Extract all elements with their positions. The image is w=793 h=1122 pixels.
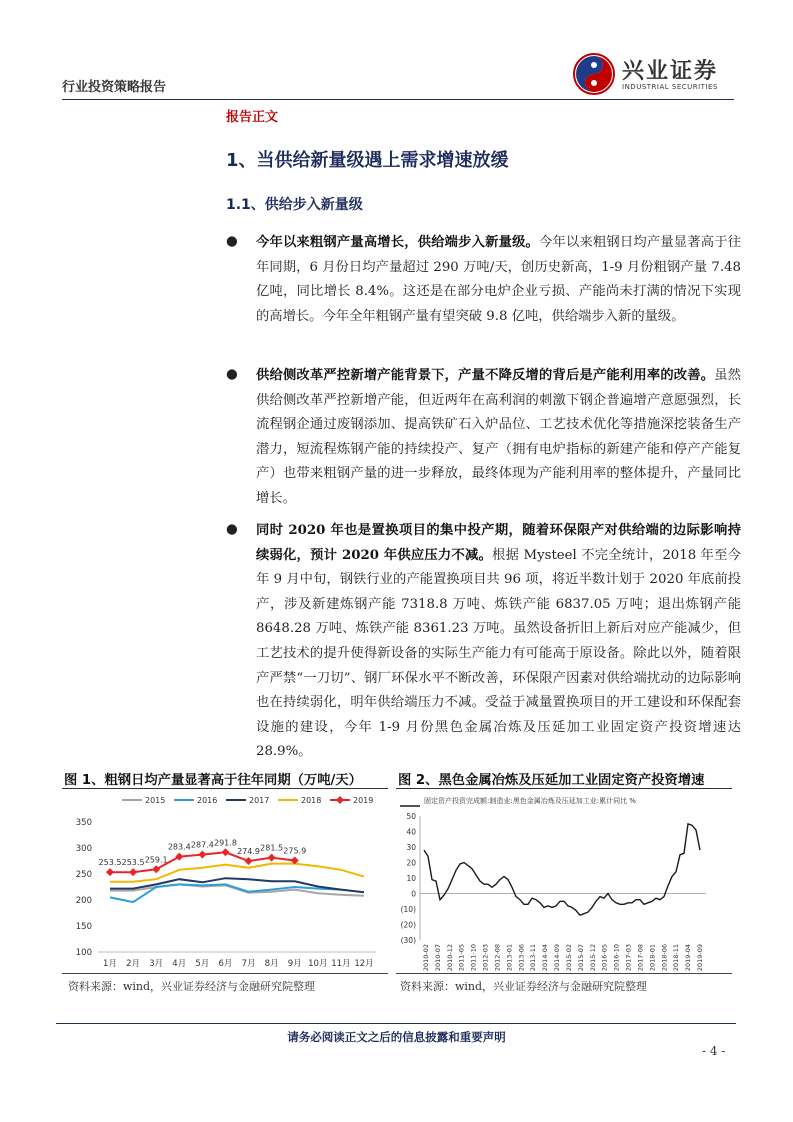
- data-point-2019: [175, 853, 183, 861]
- x-tick-label: 2017-08: [636, 944, 645, 972]
- data-label-2019: 287.4: [190, 840, 214, 850]
- data-point-2019: [221, 848, 229, 856]
- figure-1-bottom-rule: [62, 973, 388, 974]
- y-tick-label: 200: [75, 896, 92, 906]
- legend-label-2015: 2015: [145, 796, 166, 805]
- heading-level-1: 1、当供给新量级遇上需求增速放缓: [226, 150, 509, 171]
- x-tick-label: 2011-10: [469, 944, 478, 972]
- figure-1-source: 资料来源：wind，兴业证券经济与金融研究院整理: [68, 980, 316, 993]
- data-label-2019: 274.9: [237, 847, 260, 857]
- x-tick-label: 9月: [287, 959, 302, 969]
- paragraph-2-lead: 供给侧改革严控新增产能背景下，产量不降反增的背后是产能利用率的改善。: [256, 368, 715, 383]
- x-tick-label: 2018-01: [648, 944, 657, 972]
- data-point-2019: [198, 851, 206, 859]
- figure-1-title: 图 1、粗钢日均产量显著高于往年同期（万吨/天）: [64, 773, 362, 788]
- page-number: - 4 -: [702, 1044, 726, 1058]
- x-tick-label: 2018-11: [672, 944, 681, 972]
- paragraph-1-lead: 今年以来粗钢产量高增长，供给端步入新量级。: [256, 235, 540, 250]
- heading-level-2: 1.1、供给步入新量级: [226, 197, 363, 213]
- logo-chinese-name: 兴业证券: [622, 59, 719, 84]
- data-point-2019: [268, 854, 276, 862]
- figure-2-chart: [396, 792, 732, 972]
- y-tick-label: 300: [75, 844, 92, 854]
- data-point-2019: [129, 868, 137, 876]
- legend-label-2017: 2017: [249, 796, 270, 805]
- x-tick-label: 2013-06: [517, 944, 526, 972]
- x-tick-label: 2010-07: [433, 944, 442, 972]
- y-tick-label: (20): [400, 920, 416, 930]
- y-tick-label: 100: [75, 948, 92, 958]
- figure-2-source: 资料来源：wind，兴业证券经济与金融研究院整理: [400, 980, 648, 993]
- x-tick-label: 2012-08: [493, 944, 502, 972]
- data-point-2019: [106, 868, 114, 876]
- paragraph-1: [256, 231, 741, 329]
- x-tick-label: 2018-06: [660, 944, 669, 972]
- x-tick-label: 4月: [172, 959, 187, 969]
- series-line-investment-growth: [424, 824, 700, 915]
- paragraph-3-text: 根据 Mysteel 不完全统计，2018 年至今年 9 月中旬，钢铁行业的产能置换项目共 96 项，将近半数计划于 2020 年底前投产，涉及新建炼钢产能 7318.8 万吨、炼铁产能 6837.05 万吨；退出炼钢产能 8648.28 万吨、炼铁产能 8361.23 万吨。虽然设备折旧上新后对应产能减少，但工艺技术的提升使得新设备的实际生产能力有可能高于原设备。除此以外，随着限产严禁“一刀切”、钢厂环保水平不断改善，环保限产因素对供给端扰动的边际影响也在持续弱化，明年供给端压力不减。受益于减量置换项目的开工建设和环保配套设施的建设，今年 1-9 月份黑色金属冶炼及压延加工业固定资产投资增速达 28.9%。: [256, 547, 741, 760]
- x-tick-label: 11月: [331, 959, 351, 969]
- paragraph-1-text: 今年以来粗钢日均产量显著高于往年同期，6 月份日均产量超过 290 万吨/天，创历史新高，1-9 月份粗钢产量 7.48 亿吨，同比增长 8.4%。这还是在部分电炉企业亏损、产能尚未打满的情况下实现的高增长。今年全年粗钢产量有望突破 9.8 亿吨，供给端步入新的量级。: [256, 235, 742, 324]
- legend-label-2016: 2016: [197, 796, 218, 805]
- x-tick-label: 2017-03: [624, 944, 633, 972]
- paragraph-2: [256, 364, 741, 512]
- x-tick-label: 2015-07: [576, 944, 585, 972]
- x-tick-label: 2016-05: [600, 944, 609, 972]
- y-tick-label: (30): [400, 936, 416, 945]
- logo-english-name: INDUSTRIAL SECURITIES: [622, 83, 718, 91]
- y-tick-label: 0: [411, 889, 416, 899]
- logo-icon: [572, 52, 616, 96]
- x-tick-label: 7月: [241, 959, 256, 969]
- data-label-2019: 253.5: [98, 858, 122, 868]
- y-tick-label: 40: [406, 827, 416, 837]
- report-type-title: 行业投资策略报告: [62, 80, 167, 95]
- data-label-2019: 259.1: [144, 855, 168, 865]
- figure-1-top-rule: [62, 788, 388, 789]
- x-tick-label: 2014-09: [553, 944, 562, 972]
- y-tick-label: (10): [400, 905, 416, 914]
- bullet-dot-2: ●: [226, 366, 238, 382]
- paragraph-3: [256, 519, 741, 765]
- data-point-2019: [152, 865, 160, 873]
- paragraph-3-lead: 同时 2020 年也是置换项目的集中投产期，随着环保限产对供给端的边际影响持续弱化，预计 2020 年供应压力不减。: [256, 523, 741, 563]
- header-divider: [62, 99, 734, 100]
- bullet-dot-1: ●: [226, 233, 238, 249]
- x-tick-label: 6月: [218, 959, 233, 969]
- x-tick-label: 2019-04: [684, 944, 693, 972]
- x-tick-label: 2012-03: [481, 944, 490, 972]
- data-label-2019: 283.4: [167, 842, 191, 852]
- footer-divider: [56, 1023, 736, 1024]
- x-tick-label: 2019-09: [696, 944, 704, 972]
- bullet-dot-3: ●: [226, 521, 238, 537]
- data-label-2019: 275.9: [283, 846, 307, 856]
- figure-2-bottom-rule: [396, 973, 732, 974]
- figure-2-top-rule: [396, 788, 732, 789]
- x-tick-label: 2015-12: [588, 944, 597, 972]
- x-tick-label: 2014-04: [541, 944, 550, 972]
- x-tick-label: 2013-01: [505, 944, 514, 972]
- data-label-2019: 281.5: [260, 843, 284, 853]
- x-tick-label: 2016-10: [612, 944, 621, 972]
- company-logo: [572, 52, 732, 96]
- y-tick-label: 350: [75, 818, 92, 828]
- figure-2-title: 图 2、黑色金属冶炼及压延加工业固定资产投资增速: [398, 773, 705, 788]
- legend-label-2019: 2019: [353, 796, 374, 805]
- footer-disclaimer: 请务必阅读正文之后的信息披露和重要声明: [287, 1030, 506, 1044]
- y-tick-label: 30: [406, 843, 416, 852]
- figure-1-chart: [64, 792, 388, 972]
- x-tick-label: 2月: [126, 959, 141, 969]
- data-label-2019: 253.5: [121, 858, 145, 868]
- y-tick-label: 150: [75, 922, 92, 932]
- y-tick-label: 50: [406, 812, 416, 821]
- x-tick-label: 2010-02: [422, 944, 430, 972]
- x-tick-label: 10月: [308, 959, 328, 969]
- section-label: 报告正文: [226, 110, 279, 125]
- y-tick-label: 10: [406, 874, 416, 883]
- x-tick-label: 2015-02: [564, 944, 573, 972]
- x-tick-label: 3月: [149, 959, 164, 969]
- legend-label-2018: 2018: [301, 796, 322, 805]
- x-tick-label: 2011-05: [457, 944, 466, 972]
- x-tick-label: 1月: [103, 959, 117, 969]
- data-point-2019: [245, 857, 253, 865]
- x-tick-label: 2010-12: [445, 944, 454, 972]
- y-tick-label: 20: [406, 858, 416, 868]
- x-tick-label: 8月: [264, 959, 279, 969]
- y-tick-label: 250: [75, 870, 92, 880]
- legend-marker-2019: [336, 796, 344, 804]
- x-tick-label: 5月: [195, 959, 210, 969]
- x-tick-label: 12月: [354, 959, 374, 969]
- paragraph-2-text: 虽然供给侧改革严控新增产能，但近两年在高利润的刺激下钢企普遍增产意愿强烈，长流程钢企通过废钢添加、提高铁矿石入炉品位、工艺技术优化等措施深挖装备生产潜力，短流程炼钢产能的持续投产、复产（拥有电炉指标的新建产能和停产产能复产）也带来粗钢产量的进一步释放，最终体现为产能利用率的整体提升，产量同比增长。: [256, 368, 742, 506]
- chart-legend-title: 固定资产投资完成额:制造业:黑色金属冶炼及压延加工业:累计同比 %: [424, 797, 636, 805]
- x-tick-label: 2013-11: [529, 944, 538, 972]
- data-label-2019: 291.8: [214, 838, 237, 848]
